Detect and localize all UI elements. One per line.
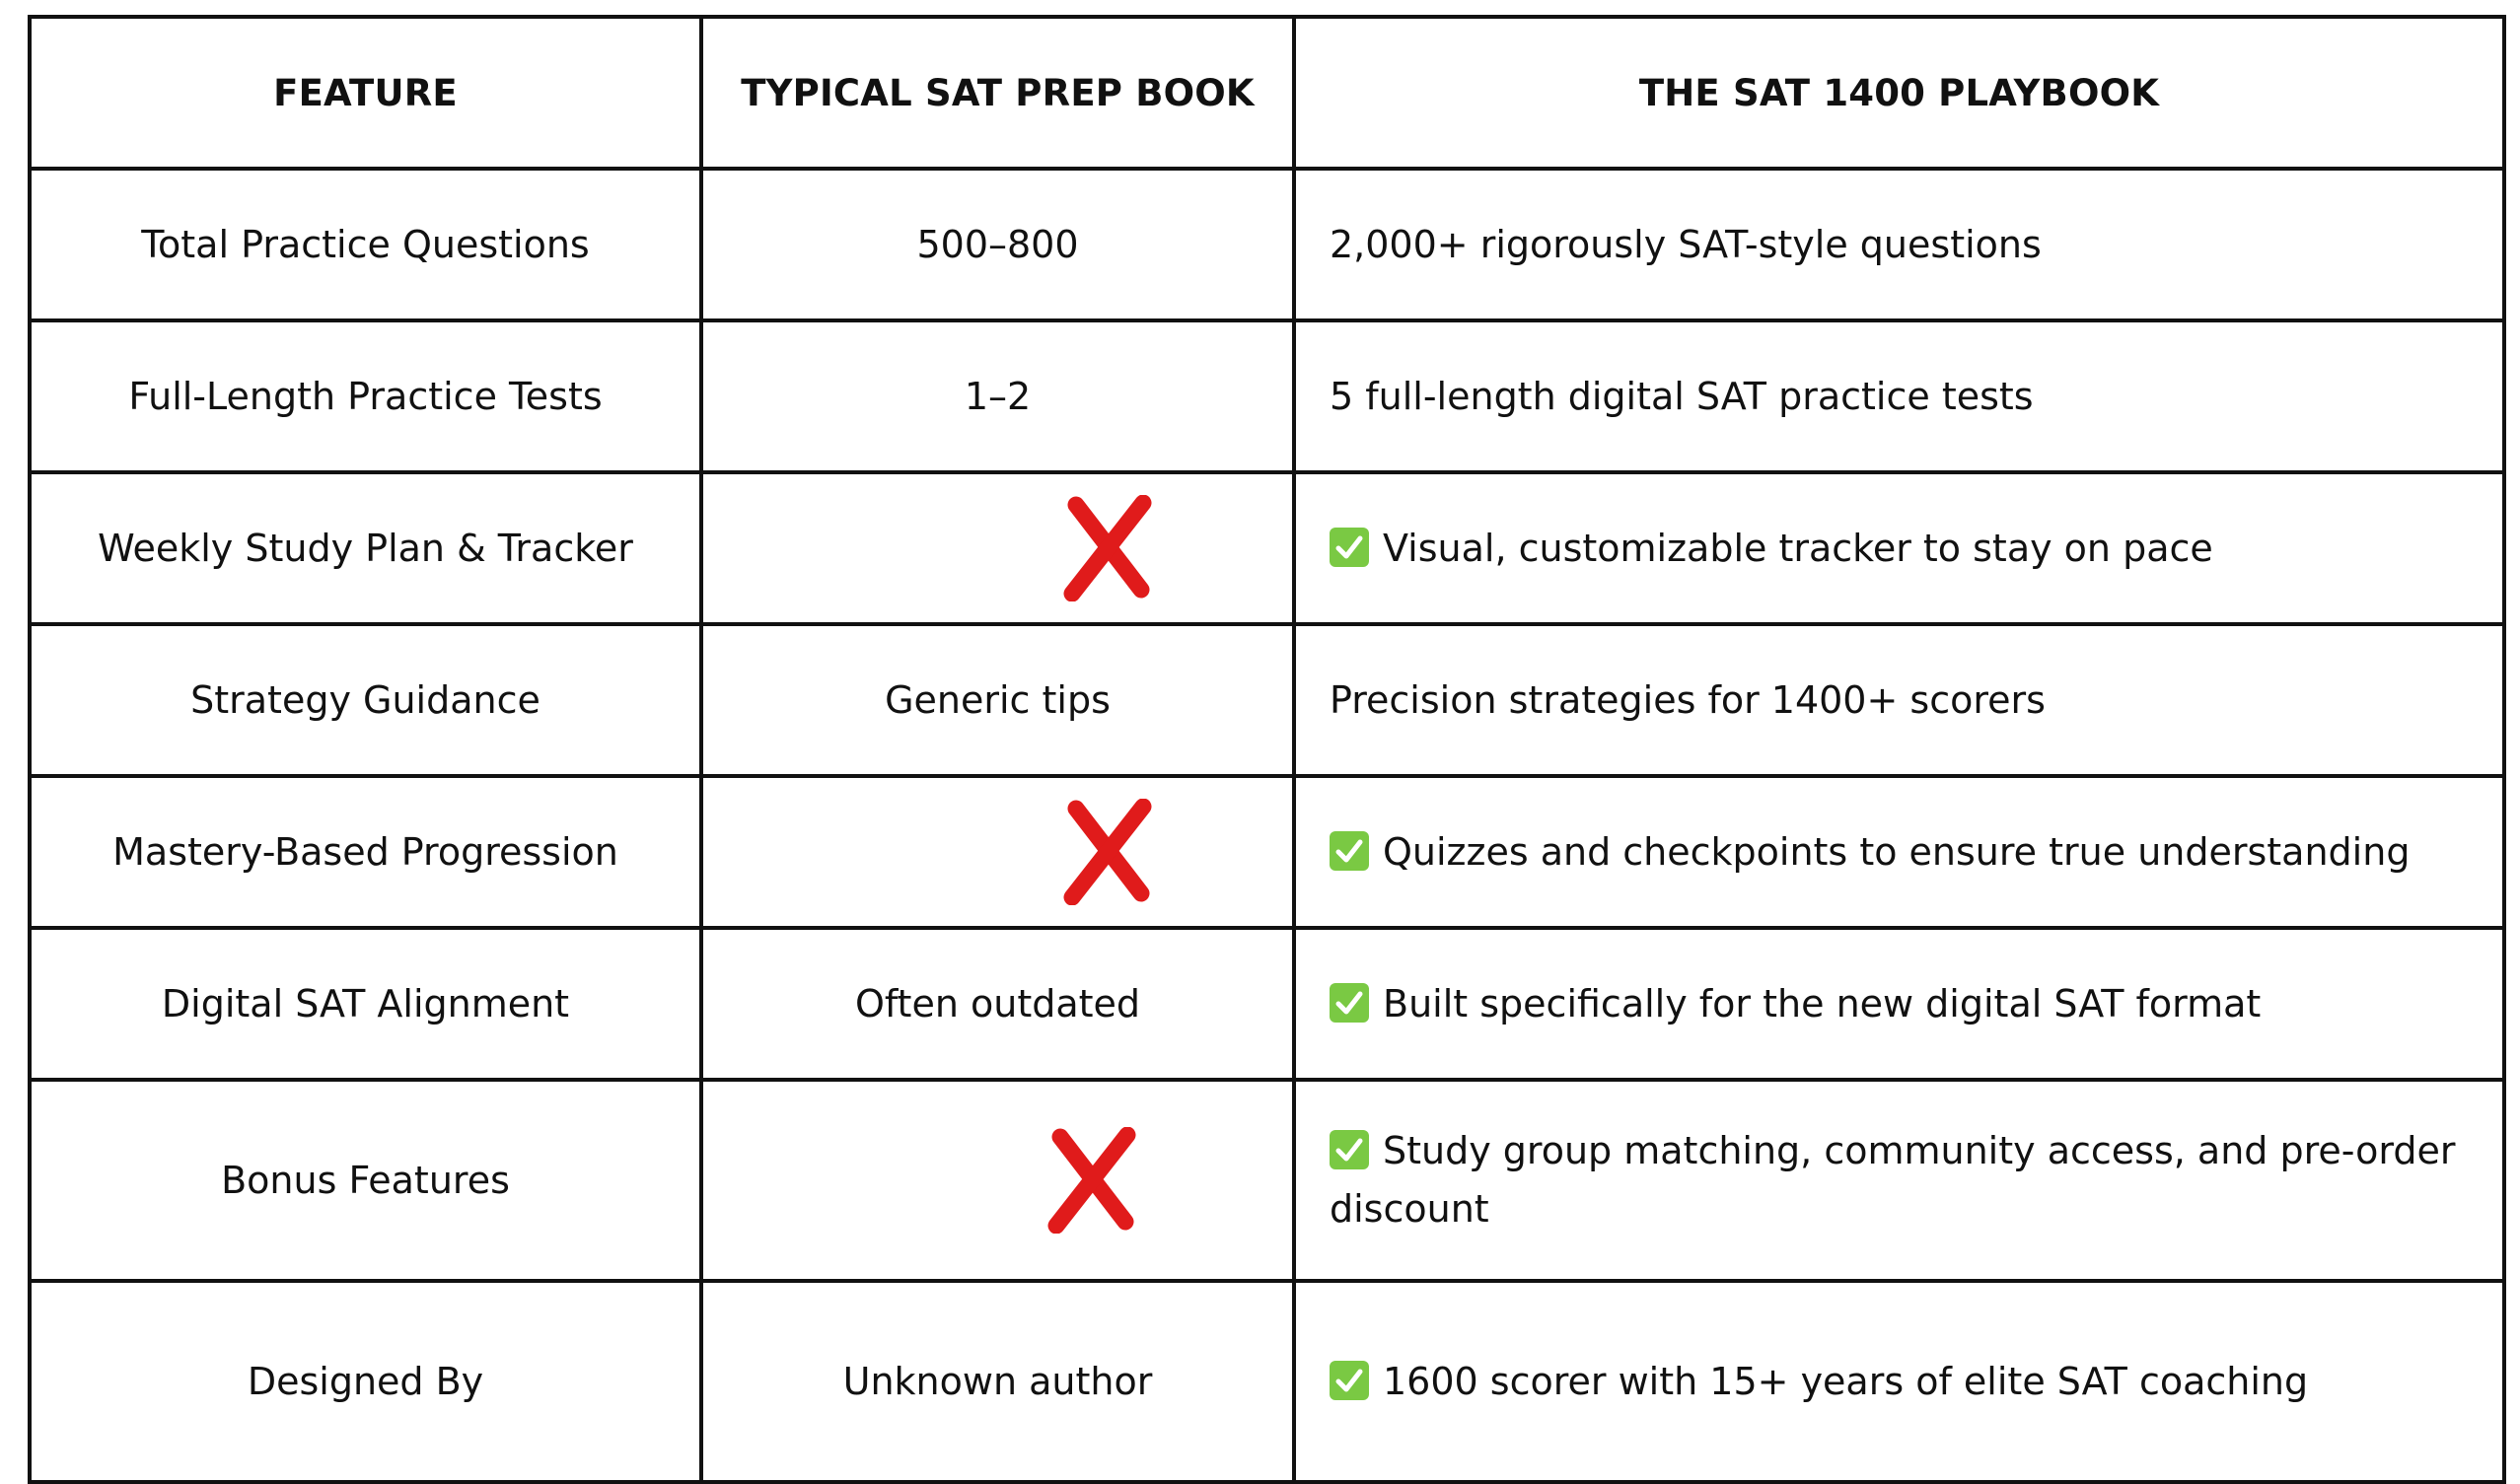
feature-cell: Designed By [30, 1281, 701, 1482]
playbook-cell [1294, 1080, 2504, 1281]
table-row [30, 1080, 2504, 1281]
typical-cell: Generic tips [701, 624, 1294, 776]
playbook-text: Quizzes and checkpoints to ensure true understanding [1383, 829, 2411, 874]
table-row [30, 1281, 2504, 1482]
green-check-icon [1330, 1361, 1369, 1400]
comparison-table-container [28, 15, 2506, 1408]
green-check-icon [1330, 528, 1369, 567]
red-cross-icon [1046, 1127, 1137, 1234]
playbook-text: Built specifically for the new digital SAT format [1383, 981, 2262, 1025]
typical-cell: Unknown author [701, 1281, 1294, 1482]
typical-cell [701, 776, 1294, 928]
table-row [30, 169, 2504, 320]
feature-cell: Bonus Features [30, 1080, 701, 1281]
green-check-icon [1330, 1130, 1369, 1169]
header-sat-1400-playbook: THE SAT 1400 PLAYBOOK [1294, 17, 2504, 169]
feature-cell: Full-Length Practice Tests [30, 320, 701, 472]
feature-cell: Weekly Study Plan & Tracker [30, 472, 701, 624]
feature-cell: Total Practice Questions [30, 169, 701, 320]
comparison-table [28, 15, 2506, 1484]
typical-cell: 500–800 [701, 169, 1294, 320]
green-check-icon [1330, 983, 1369, 1023]
playbook-cell [1294, 169, 2504, 320]
table-row [30, 320, 2504, 472]
header-typical-prep-book: TYPICAL SAT PREP BOOK [701, 17, 1294, 169]
playbook-cell [1294, 624, 2504, 776]
table-row [30, 624, 2504, 776]
table-row [30, 472, 2504, 624]
table-row [30, 928, 2504, 1080]
playbook-text: 2,000+ rigorously SAT-style questions [1330, 222, 2042, 266]
playbook-text: Visual, customizable tracker to stay on pace [1383, 526, 2213, 570]
feature-cell: Strategy Guidance [30, 624, 701, 776]
playbook-cell [1294, 928, 2504, 1080]
header-feature: FEATURE [30, 17, 701, 169]
playbook-cell [1294, 776, 2504, 928]
red-cross-icon [1062, 495, 1153, 601]
playbook-cell [1294, 1281, 2504, 1482]
playbook-text: 1600 scorer with 15+ years of elite SAT coaching [1383, 1359, 2309, 1403]
red-cross-icon [1062, 799, 1153, 905]
typical-cell: 1–2 [701, 320, 1294, 472]
playbook-text: Study group matching, community access, and pre-order discount [1330, 1129, 2456, 1231]
table-row [30, 776, 2504, 928]
playbook-cell [1294, 320, 2504, 472]
typical-cell [701, 1080, 1294, 1281]
header-row [30, 17, 2504, 169]
typical-cell: Often outdated [701, 928, 1294, 1080]
typical-cell [701, 472, 1294, 624]
playbook-text: 5 full-length digital SAT practice tests [1330, 374, 2034, 418]
green-check-icon [1330, 831, 1369, 871]
playbook-cell [1294, 472, 2504, 624]
feature-cell: Digital SAT Alignment [30, 928, 701, 1080]
feature-cell: Mastery-Based Progression [30, 776, 701, 928]
playbook-text: Precision strategies for 1400+ scorers [1330, 677, 2046, 722]
